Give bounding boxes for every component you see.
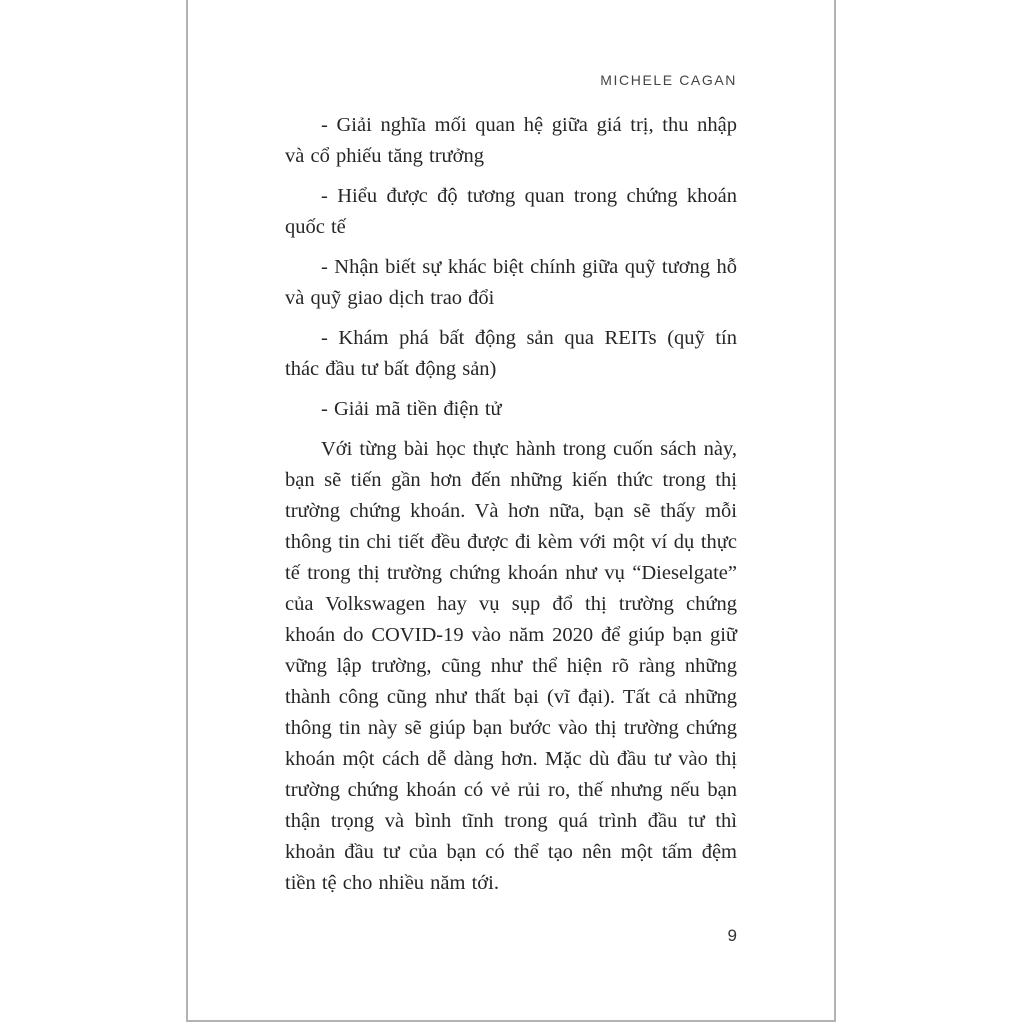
bullet-item: - Khám phá bất động sản qua REITs (quỹ tín thác đầu tư bất động sản) [285, 327, 737, 380]
bullet-item: - Giải nghĩa mối quan hệ giữa giá trị, thu nhập và cổ phiếu tăng trưởng [285, 114, 737, 167]
bullet-item: - Giải mã tiền điện tử [321, 398, 502, 420]
running-header: MICHELE CAGAN [600, 72, 737, 88]
bullet-item: - Nhận biết sự khác biệt chính giữa quỹ tương hỗ và quỹ giao dịch trao đổi [285, 256, 737, 309]
page-text-block [285, 110, 737, 899]
bullet-item: - Hiểu được độ tương quan trong chứng khoán quốc tế [285, 185, 737, 238]
page-number: 9 [727, 926, 737, 945]
book-page [186, 0, 836, 1022]
body-paragraph: Với từng bài học thực hành trong cuốn sách này, bạn sẽ tiến gần hơn đến những kiến thức trong thị trường chứng khoán. Và hơn nữa, bạn sẽ thấy mỗi thông tin chi tiết đều được đi kèm với một ví dụ thực tế trong thị trường chứng khoán như vụ “Dieselgate” của Volkswagen hay vụ sụp đổ thị trường chứng khoán do COVID-19 vào năm 2020 để giúp bạn giữ vững lập trường, cũng như thể hiện rõ ràng những thành công cũng như thất bại (vĩ đại). Tất cả những thông tin này sẽ giúp bạn bước vào thị trường chứng khoán một cách dễ dàng hơn. Mặc dù đầu tư vào thị trường chứng khoán có vẻ rủi ro, thế nhưng nếu bạn thận trọng và bình tĩnh trong quá trình đầu tư thì khoản đầu tư của bạn có thể tạo nên một tấm đệm tiền tệ cho nhiều năm tới. [285, 438, 737, 894]
